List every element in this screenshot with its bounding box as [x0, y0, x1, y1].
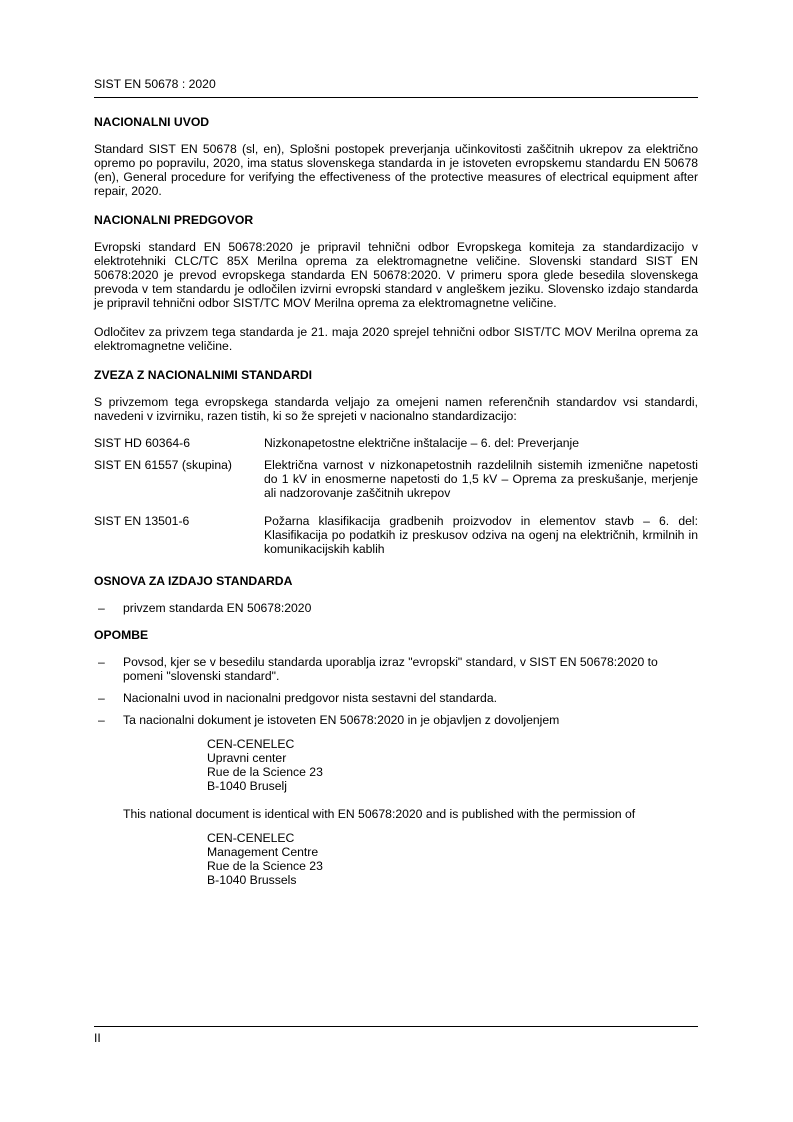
address-line: B-1040 Brussels	[207, 873, 297, 887]
opombe-list	[94, 655, 698, 887]
section-heading-osnova: OSNOVA ZA IZDAJO STANDARDA	[94, 574, 293, 588]
address-line: B-1040 Bruselj	[207, 779, 287, 793]
list-item-text: Povsod, kjer se v besedilu standarda uporablja izraz "evropski" standard, v SIST EN 50678:2020 to pomeni "slovenski standard".	[123, 655, 658, 683]
document-body	[94, 115, 698, 901]
paragraph-predgovor-1: Evropski standard EN 50678:2020 je pripravil tehnični odbor Evropskega komiteja za standardizacijo v elektrotehniki CLC/TC 85X Merilna oprema za elektromagnetne veličine. Slovenski standard SIST EN 50678:2020 je prevod evropskega standarda EN 50678:2020. V primeru spora glede besedila slovenskega prevoda v tem standardu je odločilen izvirni evropski standard v angleškem jeziku. Slovensko izdajo standarda je pripravil tehnični odbor SIST/TC MOV Merilna oprema za elektromagnetne veličine.	[94, 240, 698, 310]
reference-row	[94, 514, 698, 564]
footer-divider	[94, 1026, 698, 1027]
list-item	[94, 655, 698, 683]
list-item	[94, 713, 698, 887]
reference-standards-table	[94, 436, 698, 564]
section-heading-zveza: ZVEZA Z NACIONALNIMI STANDARDI	[94, 368, 313, 382]
address-line: Management Centre	[207, 845, 319, 859]
reference-row	[94, 436, 698, 458]
page-header-title: SIST EN 50678 : 2020	[94, 77, 216, 91]
reference-description: Požarna klasifikacija gradbenih proizvodov in elementov stavb – 6. del: Klasifikacija po podatkih iz preskusov odziva na ogenj na električnih, krmilnih in komunikacijskih kablih	[264, 514, 698, 556]
paragraph-zveza: S privzemom tega evropskega standarda veljajo za omejeni namen referenčnih standardov vsi standardi, navedeni v izvirniku, razen tistih, ki so že sprejeti v nacionalno standardizacijo:	[94, 395, 698, 423]
list-item-text: Ta nacionalni dokument je istoveten EN 50678:2020 in je objavljen z dovoljenjem	[123, 713, 560, 727]
reference-description: Nizkonapetostne električne inštalacije – 6. del: Preverjanje	[264, 436, 580, 450]
dash-bullet: –	[98, 713, 105, 727]
permission-statement-en: This national document is identical with EN 50678:2020 and is published with the permission of	[123, 807, 636, 821]
address-line: Rue de la Science 23	[207, 765, 323, 779]
reference-code: SIST HD 60364-6	[94, 436, 190, 450]
list-item	[94, 601, 698, 615]
address-line: Upravni center	[207, 751, 287, 765]
reference-row	[94, 458, 698, 514]
address-block-sl	[207, 737, 698, 793]
list-item-text: privzem standarda EN 50678:2020	[123, 601, 312, 615]
reference-description: Električna varnost v nizkonapetostnih razdelilnih sistemih izmenične napetosti do 1 kV in enosmerne napetosti do 1,5 kV – Oprema za preskušanje, merjenje ali nadzorovanje zaščitnih ukrepov	[264, 458, 698, 500]
section-heading-predgovor: NACIONALNI PREDGOVOR	[94, 213, 254, 227]
dash-bullet: –	[98, 691, 105, 705]
dash-bullet: –	[98, 655, 105, 669]
address-block-en	[207, 831, 698, 887]
osnova-list	[94, 601, 698, 615]
reference-code: SIST EN 13501-6	[94, 514, 190, 528]
address-line: CEN-CENELEC	[207, 737, 295, 751]
list-item	[94, 691, 698, 705]
section-heading-uvod: NACIONALNI UVOD	[94, 115, 210, 129]
section-heading-opombe: OPOMBE	[94, 628, 149, 642]
list-item-text: Nacionalni uvod in nacionalni predgovor nista sestavni del standarda.	[123, 691, 497, 705]
paragraph-predgovor-2: Odločitev za privzem tega standarda je 21. maja 2020 sprejel tehnični odbor SIST/TC MOV Merilna oprema za elektromagnetne veličine.	[94, 325, 698, 353]
address-line: Rue de la Science 23	[207, 859, 323, 873]
address-line: CEN-CENELEC	[207, 831, 295, 845]
reference-code: SIST EN 61557 (skupina)	[94, 458, 232, 472]
page-number: II	[94, 1031, 101, 1045]
dash-bullet: –	[98, 601, 105, 615]
header-divider	[94, 97, 698, 98]
paragraph-uvod: Standard SIST EN 50678 (sl, en), Splošni postopek preverjanja učinkovitosti zaščitnih ukrepov za električno opremo po popravilu, 2020, ima status slovenskega standarda in je istoveten evropskemu standardu EN 50678 (en), General procedure for verifying the effectiveness of the protective measures of electrical equipment after repair, 2020.	[94, 142, 698, 198]
